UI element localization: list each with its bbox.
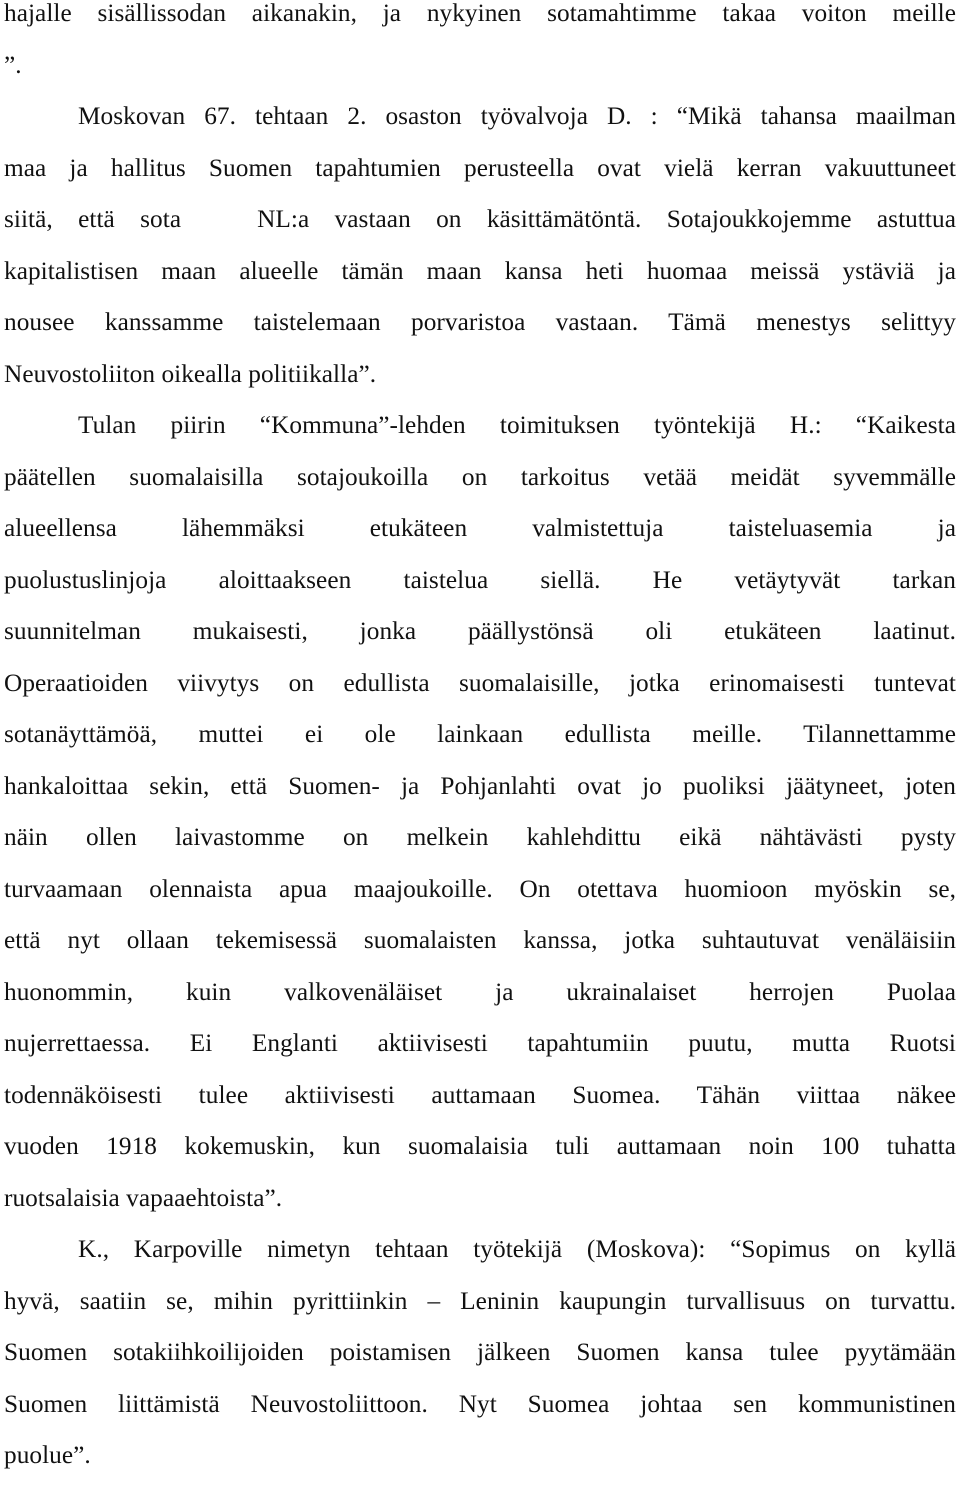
text-line: Suomen sotakiihkoilijoiden poistamisen jälkeen Suomen kansa tulee pyytämään (4, 1338, 956, 1366)
text-line: Moskovan 67. tehtaan 2. osaston työvalvoja D. : “Mikä tahansa maailman (78, 102, 956, 130)
paragraph-karpov-factory-worker (4, 1236, 956, 1494)
text-line: vuoden 1918 kokemuskin, kun suomalaisia tuli auttamaan noin 100 tuhatta (4, 1132, 956, 1160)
text-line: ”. (4, 50, 22, 79)
text-line: suunnitelman mukaisesti, jonka päällystönsä oli etukäteen laatinut. (4, 617, 956, 645)
text-line: näin ollen laivastomme on melkein kahlehdittu eikä nähtävästi pysty (4, 823, 956, 851)
paragraph-tula-kommuna-employee (4, 412, 956, 1236)
text-line: puolustuslinjoja aloittaakseen taistelua siellä. He vetäytyvät tarkan (4, 565, 956, 594)
text-line: ruotsalaisia vapaaehtoista”. (4, 1183, 283, 1212)
text-line: hankaloittaa sekin, että Suomen- ja Pohjanlahti ovat jo puoliksi jäätyneet, joten (4, 771, 956, 800)
text-line: turvaamaan olennaista apua maajoukoille. On otettava huomioon myöskin se, (4, 874, 956, 903)
text-line: alueellensa lähemmäksi etukäteen valmistettuja taisteluasemia ja (4, 514, 956, 542)
text-line: huonommin, kuin valkovenäläiset ja ukrainalaiset herrojen Puolaa (4, 977, 956, 1006)
text-line: Suomen liittämistä Neuvostoliittoon. Nyt Suomea johtaa sen kommunistinen (4, 1389, 956, 1418)
text-line: siitä, että sota NL:a vastaan on käsittämätöntä. Sotajoukkojemme astuttua (4, 205, 956, 233)
text-line: päätellen suomalaisilla sotajoukoilla on tarkoitus vetää meidät syvemmälle (4, 462, 956, 491)
document-page (4, 0, 956, 1494)
text-line: K., Karpoville nimetyn tehtaan työtekijä (Moskova): “Sopimus on kyllä (78, 1235, 956, 1263)
text-line: Neuvostoliiton oikealla politiikalla”. (4, 359, 377, 388)
text-line: puolue”. (4, 1441, 91, 1469)
text-line: nujerrettaessa. Ei Englanti aktiivisesti tapahtumiin puutu, mutta Ruotsi (4, 1029, 956, 1057)
text-line: hyvä, saatiin se, mihin pyrittiinkin – Leninin kaupungin turvallisuus on turvattu. (4, 1286, 956, 1315)
text-line: että nyt ollaan tekemisessä suomalaisten kanssa, jotka suhtautuvat venäläisiin (4, 926, 956, 954)
text-line: nousee kanssamme taistelemaan porvaristoa vastaan. Tämä menestys selittyy (4, 308, 956, 336)
text-line: Operaatioiden viivytys on edullista suomalaisille, jotka erinomaisesti tuntevat (4, 668, 956, 697)
paragraph-continuation (4, 0, 956, 103)
paragraph-moskova-workshop-supervisor (4, 103, 956, 412)
text-line: todennäköisesti tulee aktiivisesti auttamaan Suomea. Tähän viittaa näkee (4, 1080, 956, 1109)
text-line: Tulan piirin “Kommuna”-lehden toimituksen työntekijä H.: “Kaikesta (78, 411, 956, 439)
text-line: kapitalistisen maan alueelle tämän maan kansa heti huomaa meissä ystäviä ja (4, 256, 956, 285)
text-line: sotanäyttämöä, muttei ei ole lainkaan edullista meille. Tilannettamme (4, 720, 956, 748)
text-line: maa ja hallitus Suomen tapahtumien perusteella ovat vielä kerran vakuuttuneet (4, 153, 956, 182)
text-line: hajalle sisällissodan aikanakin, ja nykyinen sotamahtimme takaa voiton meille (4, 0, 956, 27)
